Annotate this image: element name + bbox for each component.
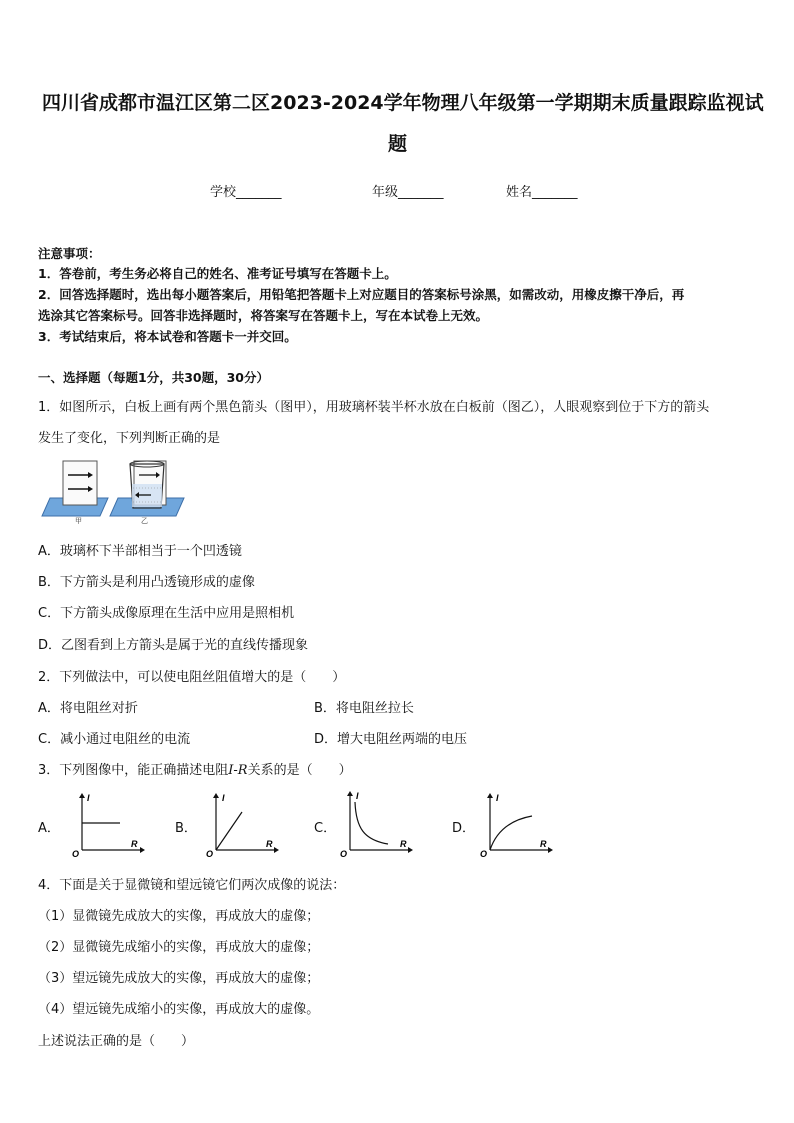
grade-label: 年级	[372, 185, 399, 200]
graph-d-origin: O	[480, 849, 488, 859]
q3-stem-variable: I-R	[228, 763, 248, 778]
note-item-3: 3．考试结束后，将本试卷和答题卡一并交回。	[38, 329, 297, 344]
q3-stem	[38, 759, 352, 778]
q4-statement-4: （4）望远镜先成缩小的实像，再成放大的虚像。	[38, 1002, 320, 1017]
q1-option-b[interactable]: B．下方箭头是利用凸透镜形成的虚像	[38, 575, 255, 590]
graph-d-y-label: I	[496, 793, 499, 803]
name-field[interactable]	[506, 181, 578, 200]
graph-d-x-label: R	[540, 839, 547, 849]
school-label: 学校	[210, 185, 237, 200]
notes-heading: 注意事项：	[38, 246, 101, 261]
figure-label-jia: 甲	[75, 518, 82, 524]
q3-graph-c[interactable]	[336, 788, 416, 860]
q2-option-a[interactable]: A．将电阻丝对折	[38, 701, 138, 716]
note-item-1: 1．答卷前，考生务必将自己的姓名、准考证号填写在答题卡上。	[38, 266, 397, 281]
graph-a-x-label: R	[131, 839, 138, 849]
note-item-2: 2．回答选择题时，选出每小题答案后，用铅笔把答题卡上对应题目的答案标号涂黑，如需改动，用橡皮擦干净后，再	[38, 287, 685, 302]
q1-option-c[interactable]: C．下方箭头成像原理在生活中应用是照相机	[38, 606, 295, 621]
graph-b-x-label: R	[266, 839, 273, 849]
graph-a-y-label: I	[87, 793, 90, 803]
q4-statement-1: （1）显微镜先成放大的实像，再成放大的虚像；	[38, 909, 320, 924]
q3-graph-b[interactable]	[202, 790, 282, 860]
q3-option-b-letter[interactable]: B．	[175, 821, 197, 836]
q2-stem: 2．下列做法中，可以使电阻丝阻值增大的是（ ）	[38, 670, 346, 685]
q1-option-a[interactable]: A．玻璃杯下半部相当于一个凹透镜	[38, 544, 242, 559]
q1-option-d[interactable]: D．乙图看到上方箭头是属于光的直线传播现象	[38, 638, 309, 653]
name-label: 姓名	[506, 185, 533, 200]
q3-option-a-letter[interactable]: A．	[38, 821, 60, 836]
graph-c-x-label: R	[400, 839, 407, 849]
note-item-2-cont: 选涂其它答案标号。回答非选择题时，将答案写在答题卡上，写在本试卷上无效。	[38, 308, 489, 323]
graph-b-origin: O	[206, 849, 214, 859]
q1-figure	[38, 458, 188, 524]
q1-stem-line2: 发生了变化，下列判断正确的是	[38, 431, 221, 446]
q3-graph-a[interactable]	[68, 790, 148, 860]
q4-statement-2: （2）显微镜先成缩小的实像，再成放大的虚像；	[38, 940, 320, 955]
graph-c-y-label: I	[356, 791, 359, 801]
q2-option-c[interactable]: C．减小通过电阻丝的电流	[38, 732, 191, 747]
q2-option-d[interactable]: D．增大电阻丝两端的电压	[314, 732, 468, 747]
q3-option-c-letter[interactable]: C．	[314, 821, 337, 836]
graph-a-origin: O	[72, 849, 80, 859]
grade-field[interactable]	[372, 181, 444, 200]
school-blank[interactable]: _______	[236, 185, 282, 200]
exam-title-line2: 题	[388, 133, 408, 155]
figure-label-yi: 乙	[141, 518, 148, 524]
graph-c-origin: O	[340, 849, 348, 859]
q3-option-d-letter[interactable]: D．	[452, 821, 476, 836]
q1-stem-line1: 1．如图所示，白板上画有两个黑色箭头（图甲），用玻璃杯装半杯水放在白板前（图乙），人眼观察到位于下方的箭头	[38, 400, 710, 415]
q4-stem: 4．下面是关于显微镜和望远镜它们两次成像的说法：	[38, 878, 346, 893]
school-field[interactable]	[210, 181, 282, 200]
graph-b-y-label: I	[222, 793, 225, 803]
q4-conclusion: 上述说法正确的是（ ）	[38, 1034, 195, 1049]
q4-statement-3: （3）望远镜先成放大的实像，再成放大的虚像；	[38, 971, 320, 986]
grade-blank[interactable]: _______	[398, 185, 444, 200]
q3-graph-d[interactable]	[478, 790, 558, 860]
section-heading: 一、选择题（每题1分，共30题，30分）	[38, 370, 269, 385]
q2-option-b[interactable]: B．将电阻丝拉长	[314, 701, 414, 716]
exam-title-line1: 四川省成都市温江区第二区2023-2024学年物理八年级第一学期期末质量跟踪监视试	[42, 92, 764, 114]
name-blank[interactable]: _______	[532, 185, 578, 200]
q3-stem-suffix: 关系的是（ ）	[247, 763, 352, 778]
q3-stem-prefix: 3．下列图像中，能正确描述电阻	[38, 763, 229, 778]
